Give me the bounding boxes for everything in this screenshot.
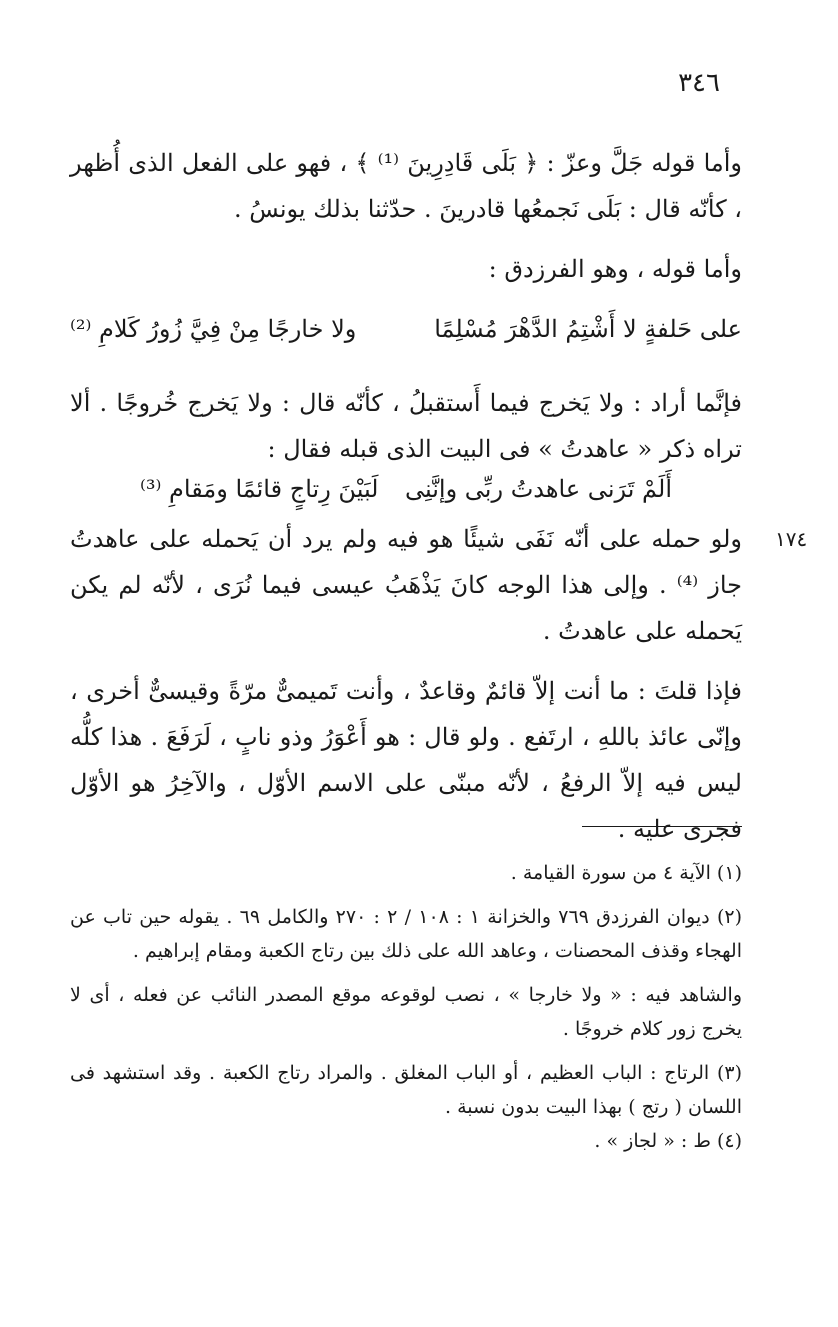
footnote-3: (٣) الرتاج : الباب العظيم ، أو الباب المغلق . والمراد رتاج الكعبة . وقد استشهد فى اللسان ( رتج ) بهذا البيت بدون نسبة . <box>70 1062 742 1118</box>
footnote-divider <box>582 826 742 827</box>
verse-line <box>70 466 742 512</box>
page-number: ٣٤٦ <box>678 68 720 98</box>
paragraph-4: ولو حمله على أنّه نَفَى شيئًا هو فيه ولم يرد أن يَحمله على عاهدتُ جاز ⁽⁴⁾ . وإلى هذا الوجه كانَ يَذْهَبُ عيسى فيما نُرَى ، لأنّه لم يكن يَحمله على عاهدتُ . <box>70 525 742 645</box>
verse-1 <box>70 306 742 352</box>
footnote-4: (٤) ط : « لجاز » . <box>594 1130 742 1152</box>
paragraph-3: فإنَّما أراد : ولا يَخرج فيما أَستقبلُ ، كأنّه قال : ولا يَخرج خُروجًا . ألا تراه ذكر « عاهدتُ » فى البيت الذى قبله فقال : <box>70 389 742 463</box>
footnote-2: (٢) ديوان الفرزدق ٧٦٩ والخزانة ١ : ١٠٨ / ٢ : ٢٧٠ والكامل ٦٩ . يقوله حين تاب عن الهجاء وقذف المحصنات ، وعاهد الله على ذلك بين رتاج الكعبة ومقام إبراهيم . <box>70 906 742 962</box>
paragraph-2: وأما قوله ، وهو الفرزدق : <box>488 255 742 283</box>
footnote-1: (١) الآية ٤ من سورة القيامة . <box>510 862 742 884</box>
paragraph-1: وأما قوله جَلَّ وعزّ : ﴿ بَلَى قَادِرِينَ ⁽¹⁾ ﴾ ، فهو على الفعل الذى أُظهر ، كأنّه قال : بَلَى نَجمعُها قادرينَ . حدّثنا بذلك يونسُ . <box>70 149 743 223</box>
verse-1-first-hemistich: على حَلفةٍ لا أَشْتِمُ الدَّهْرَ مُسْلِمًا <box>434 315 742 343</box>
footnotes <box>70 856 742 1158</box>
verse-2 <box>70 466 742 512</box>
footnote-2-continuation: والشاهد فيه : « ولا خارجا » ، نصب لوقوعه موقع المصدر النائب عن فعله ، أى لا يخرج زور كلام خروجًا . <box>70 984 742 1040</box>
verse-2-second-hemistich: لَبَيْنَ رِتاجٍ قائمًا ومَقامِ ⁽³⁾ <box>140 475 379 503</box>
verse-line <box>70 306 742 352</box>
verse-1-second-hemistich: ولا خارجًا مِنْ فِيَّ زُورُ كَلامِ ⁽²⁾ <box>70 315 357 343</box>
margin-page-number: ١٧٤ <box>775 527 808 551</box>
paragraph-5: فإذا قلتَ : ما أنت إلاّ قائمٌ وقاعدٌ ، وأنت تَميمىٌّ مرّةً وقيسىٌّ أخرى ، وإنّى عائذ باللهِ ، ارتَفع . ولو قال : هو أَعْوَرُ وذو نابٍ ، لَرَفَعَ . هذا كلُّه ليس فيه إلاّ الرفعُ ، لأنّه مبنّى على الاسم الأوّل ، والآخِرُ هو الأوّل فجرى عليه . <box>70 677 742 843</box>
verse-2-first-hemistich: أَلَمْ تَرَنى عاهدتُ ربِّى وإنَّنِى <box>404 475 672 503</box>
